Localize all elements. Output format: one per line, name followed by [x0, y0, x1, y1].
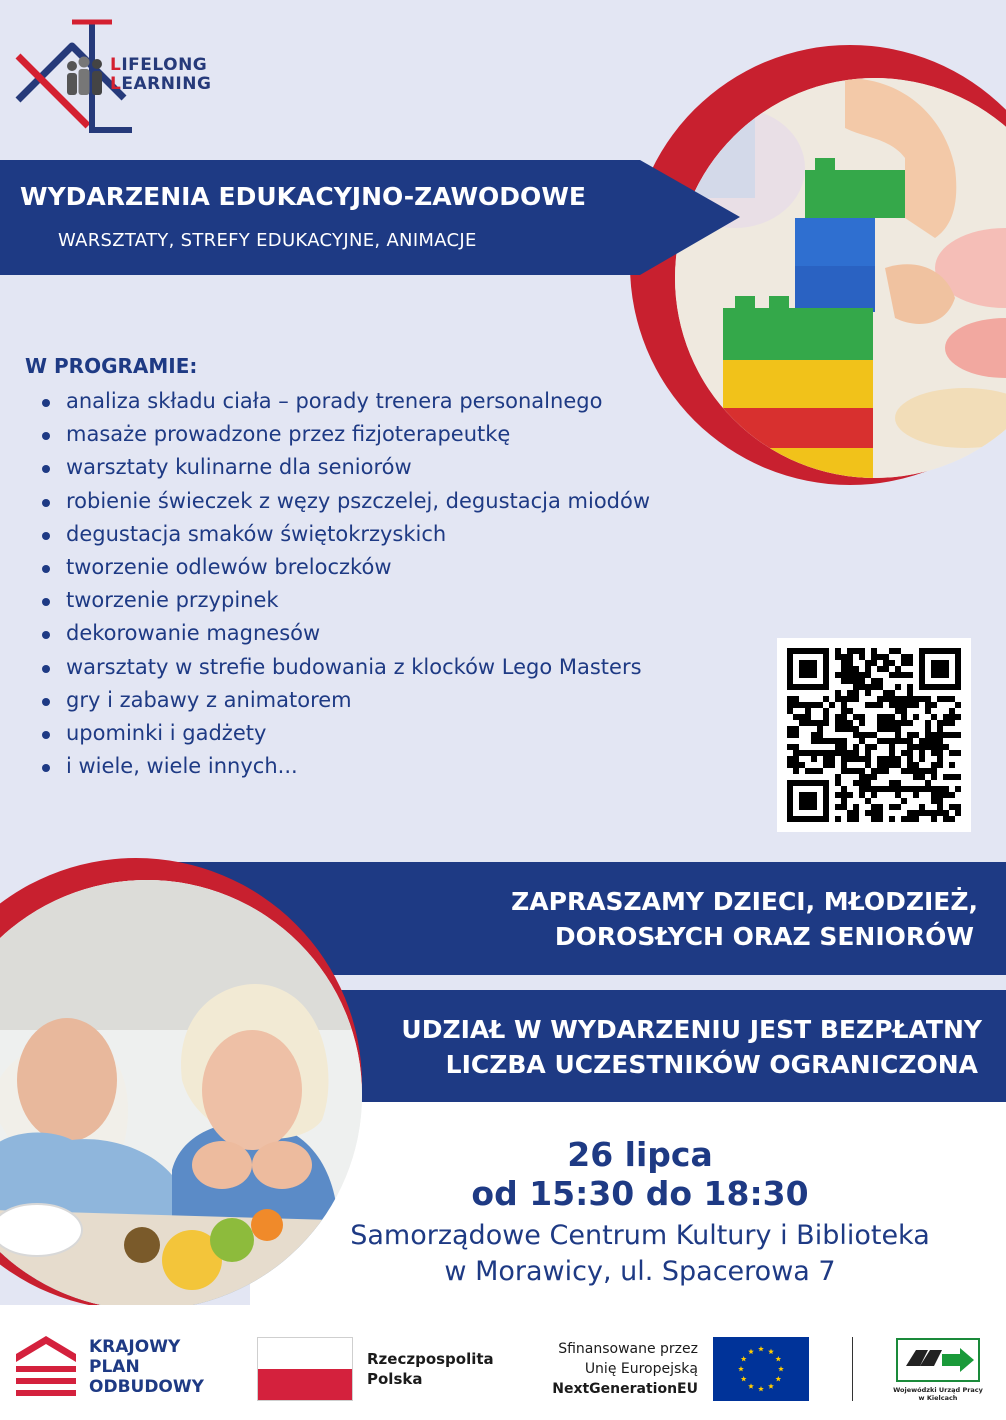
divider: [852, 1337, 853, 1401]
list-item: upominki i gadżety: [40, 717, 650, 750]
list-item: warsztaty kulinarne dla seniorów: [40, 451, 650, 484]
wup-text: Wojewódzki Urząd Pracy w Kielcach: [893, 1386, 983, 1402]
event-time: od 15:30 do 18:30: [471, 1174, 809, 1213]
logo-text: LIFELONG LEARNING: [110, 55, 212, 94]
event-date: 26 lipca: [567, 1135, 713, 1174]
list-item: warsztaty w strefie budowania z klocków Lego Masters: [40, 651, 650, 684]
wup-logo: [893, 1338, 983, 1408]
list-item: degustacja smaków świętokrzyskich: [40, 518, 650, 551]
header-banner: [0, 160, 740, 275]
kpo-text: KRAJOWY PLAN ODBUDOWY: [89, 1337, 204, 1397]
program-list: [40, 385, 650, 783]
eu-flag-icon: [713, 1337, 809, 1401]
header-title: WYDARZENIA EDUKACYJNO-ZAWODOWE: [20, 182, 586, 211]
info-band: [250, 990, 1006, 1102]
list-item: masaże prowadzone przez fizjoterapeutkę: [40, 418, 650, 451]
list-item: tworzenie odlewów breloczków: [40, 551, 650, 584]
list-item: analiza składu ciała – porady trenera personalnego: [40, 385, 650, 418]
list-item: i wiele, wiele innych...: [40, 750, 650, 783]
list-item: gry i zabawy z animatorem: [40, 684, 650, 717]
qr-code-icon: [787, 648, 961, 822]
wup-logo-icon: [896, 1338, 980, 1382]
program-title: W PROGRAMIE:: [25, 354, 198, 378]
rp-text: Rzeczpospolita Polska: [367, 1350, 494, 1388]
event-venue-line-2: w Morawicy, ul. Spacerowa 7: [444, 1256, 836, 1287]
header-subtitle: WARSZTATY, STREFY EDUKACYJNE, ANIMACJE: [58, 230, 477, 251]
invite-line-1: ZAPRASZAMY DZIECI, MŁODZIEŻ,: [511, 887, 978, 916]
polish-flag-icon: [257, 1337, 353, 1401]
event-venue-line-1: Samorządowe Centrum Kultury i Biblioteka: [350, 1220, 930, 1251]
list-item: dekorowanie magnesów: [40, 617, 650, 650]
qr-code[interactable]: [777, 638, 971, 832]
list-item: robienie świeczek z węzy pszczelej, degustacja miodów: [40, 485, 650, 518]
kpo-logo-icon: [16, 1336, 76, 1400]
invite-line-2: DOROSŁYCH ORAZ SENIORÓW: [554, 922, 974, 951]
eu-funding-text: Sfinansowane przez Unię Europejską NextGenerationEU: [552, 1341, 698, 1397]
info-line-1: UDZIAŁ W WYDARZENIU JEST BEZPŁATNY: [401, 1015, 982, 1044]
list-item: tworzenie przypinek: [40, 584, 650, 617]
info-line-2: LICZBA UCZESTNIKÓW OGRANICZONA: [445, 1050, 978, 1079]
